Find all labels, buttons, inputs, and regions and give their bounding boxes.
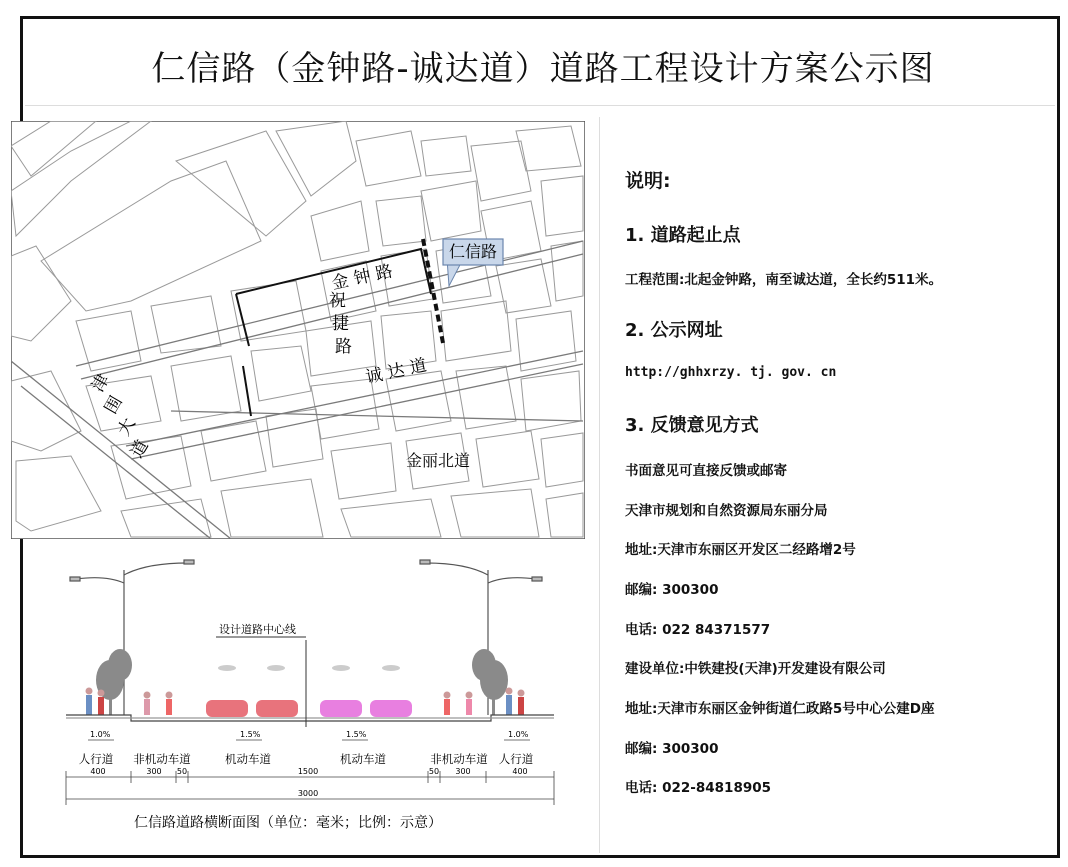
dim-5: 50 <box>428 767 440 776</box>
feedback-line-8: 邮编: 300300 <box>625 741 719 757</box>
feedback-line-5: 电话: 022 84371577 <box>625 622 771 638</box>
jinnan-avenue-char-3: 大 <box>114 414 140 440</box>
lane-label-3: 机动车道 <box>225 752 271 766</box>
section2-title: 2. 公示网址 <box>625 320 723 341</box>
feedback-line-4: 邮编: 300300 <box>625 582 719 598</box>
dim-2: 300 <box>146 767 162 776</box>
dimension-lines <box>66 771 554 805</box>
dim-7: 400 <box>512 767 528 776</box>
title-divider <box>25 105 1055 106</box>
jinnan-avenue-char-2: 围 <box>101 392 127 418</box>
dim-4: 1500 <box>297 767 319 776</box>
pane-divider <box>599 117 600 853</box>
section1-title: 1. 道路起止点 <box>625 225 741 246</box>
page-title: 仁信路（金钟路-诚达道）道路工程设计方案公示图 <box>151 49 935 89</box>
dimension-values <box>90 767 527 798</box>
road-deck <box>66 715 554 721</box>
slope-labels <box>90 730 529 739</box>
zhujie-road-char-1: 祝 <box>329 291 346 311</box>
renxin-road-label: 仁信路 <box>448 242 498 261</box>
feedback-line-3: 地址:天津市东丽区开发区二经路增2号 <box>625 542 856 558</box>
section1-text: 工程范围:北起金钟路，南至诚达道，全长约511米。 <box>625 272 943 288</box>
dim-3: 50 <box>176 767 188 776</box>
slope-label-4: 1.0% <box>508 730 529 739</box>
jinli-north-road-label: 金丽北道 <box>406 451 471 470</box>
location-map <box>11 121 585 539</box>
dim-6: 300 <box>455 767 471 776</box>
cars-left <box>206 665 298 717</box>
map-border <box>11 121 585 539</box>
notes-heading: 说明: <box>625 170 671 192</box>
feedback-line-2: 天津市规划和自然资源局东丽分局 <box>625 503 828 519</box>
jinnan-avenue-char-4: 道 <box>127 436 153 462</box>
feedback-line-7: 地址:天津市东丽区金钟街道仁政路5号中心公建D座 <box>625 701 935 717</box>
cross-section-caption: 仁信路道路横断面图（单位：毫米；比例：示意） <box>134 815 442 831</box>
lane-label-4: 机动车道 <box>340 752 386 766</box>
slope-label-3: 1.5% <box>346 730 367 739</box>
section3-title: 3. 反馈意见方式 <box>625 415 759 436</box>
feedback-line-9: 电话: 022-84818905 <box>625 780 772 796</box>
lane-label-1: 人行道 <box>78 752 114 766</box>
slope-label-1: 1.0% <box>90 730 111 739</box>
section2-url[interactable]: http://ghhxrzy. tj. gov. cn <box>625 365 837 380</box>
lane-label-6: 人行道 <box>498 752 534 766</box>
feedback-line-1: 书面意见可直接反馈或邮寄 <box>625 463 787 479</box>
lane-labels <box>79 752 534 766</box>
cars-right <box>320 665 412 717</box>
zhujie-road-char-2: 捷 <box>332 314 349 334</box>
zhujie-road-char-3: 路 <box>335 337 352 357</box>
dim-1: 400 <box>90 767 106 776</box>
dim-total: 3000 <box>297 789 319 798</box>
jinnan-avenue-char-1: 津 <box>88 370 114 396</box>
pedestrians-left <box>86 688 173 716</box>
feedback-line-6: 建设单位:中铁建投(天津)开发建设有限公司 <box>625 661 886 677</box>
slope-label-2: 1.5% <box>240 730 261 739</box>
tree-right <box>472 649 508 715</box>
chengda-road-label: 诚 达 道 <box>363 355 429 388</box>
road-cross-section <box>36 555 566 845</box>
lane-label-5: 非机动车道 <box>430 752 488 766</box>
jinzhong-road-label: 金 钟 路 <box>329 261 395 294</box>
center-line-label: 设计道路中心线 <box>219 623 296 636</box>
lane-label-2: 非机动车道 <box>133 752 191 766</box>
